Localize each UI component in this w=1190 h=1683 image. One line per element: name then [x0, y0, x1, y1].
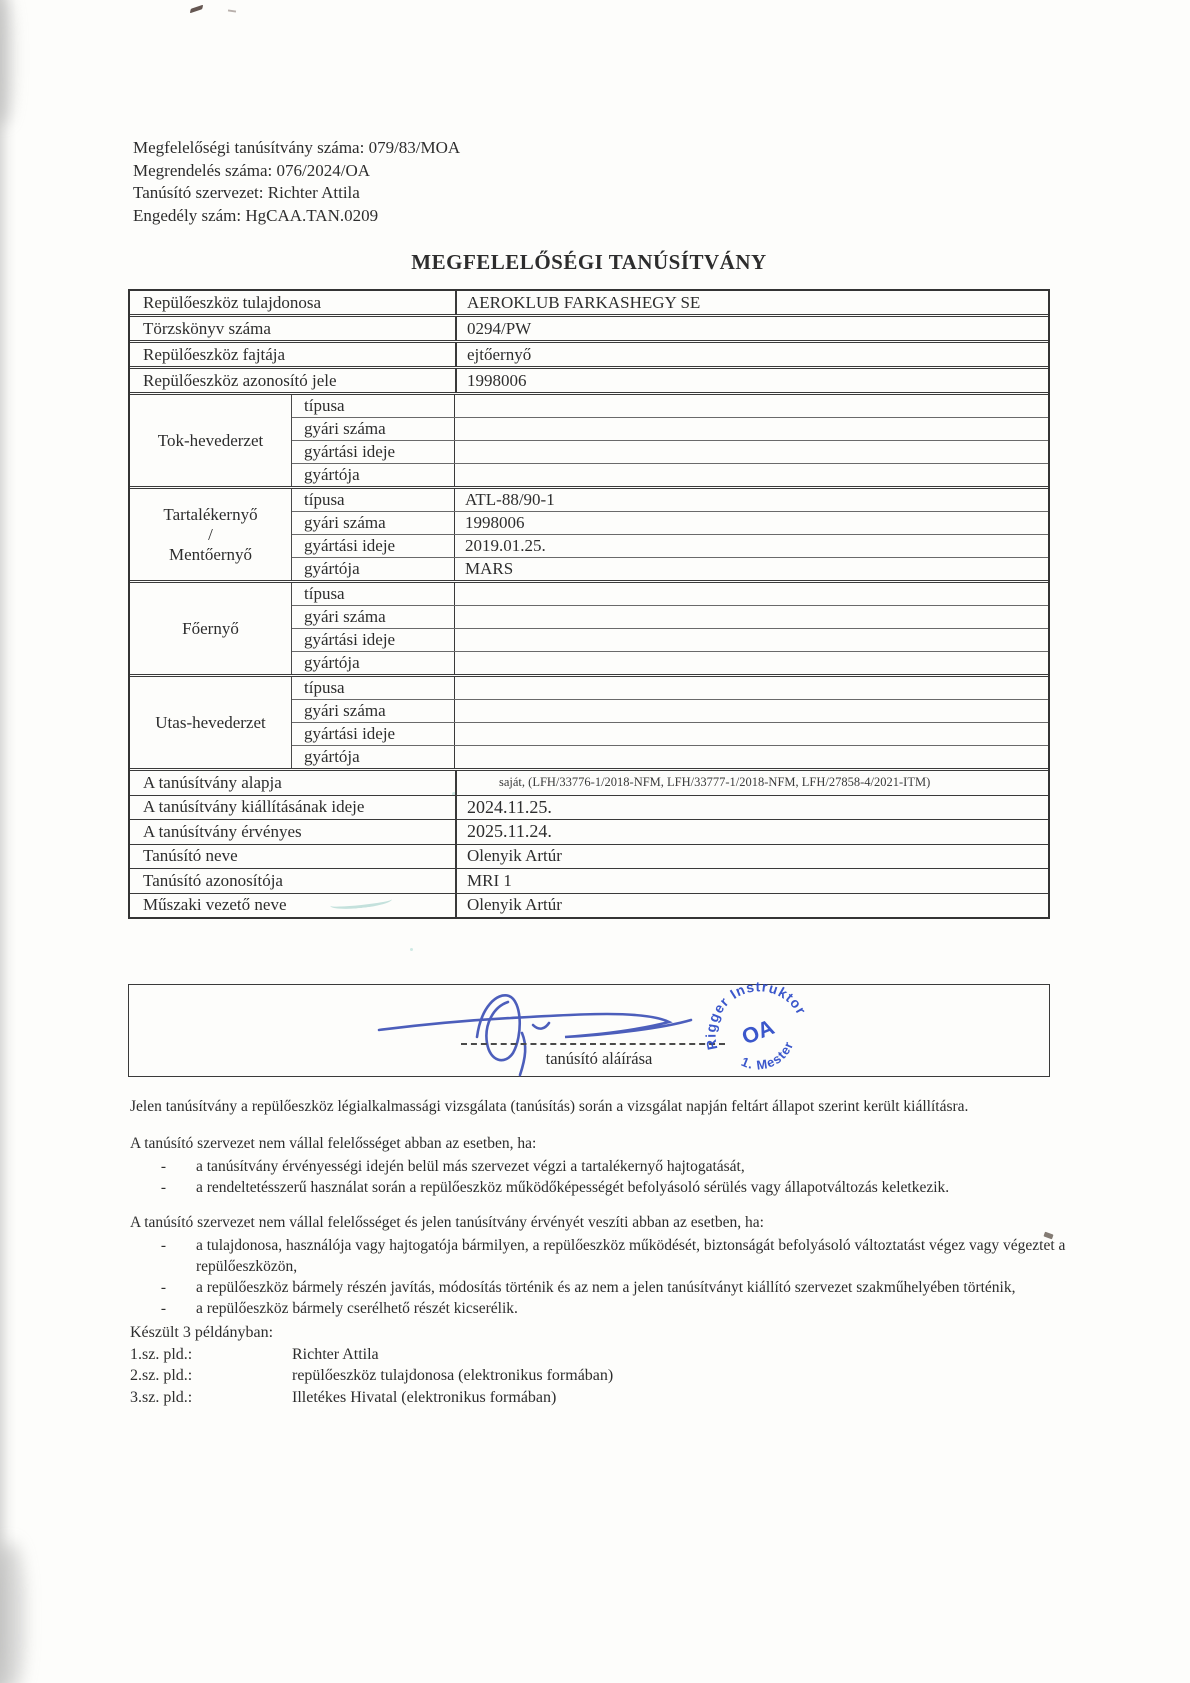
copy-value: Richter Attila: [292, 1345, 379, 1363]
table-row: [292, 699, 1048, 722]
bullet-item: [130, 1277, 1078, 1298]
table-row: [292, 534, 1048, 557]
row-label: gyári száma: [292, 700, 455, 722]
copy-label: 1.sz. pld.:: [130, 1345, 193, 1363]
row-value: MARS: [465, 559, 514, 578]
copies-block: [130, 1322, 613, 1408]
table-row: [130, 771, 1048, 795]
group-name-line: Főernyő: [182, 618, 239, 638]
row-label: Repülőeszköz tulajdonosa: [130, 291, 457, 314]
disclaimer-bullet-list: [130, 1156, 1078, 1198]
table-bottom-rows: [130, 768, 1048, 917]
bullet-marker: -: [160, 1300, 166, 1317]
disclaimer-section-1: [130, 1133, 1078, 1198]
row-value: ejtőernyő: [467, 344, 532, 364]
table-row: [130, 340, 1048, 366]
bullet-text: a rendeltetésszerű használat során a repülőeszköz működőképességét befolyásoló sérülés vagy állapotváltozás keletkezik.: [196, 1179, 950, 1196]
certificate-table: [128, 289, 1050, 919]
row-label: gyári száma: [292, 418, 455, 440]
group-name: [130, 395, 292, 486]
row-value: [455, 395, 1048, 417]
bullet-marker: -: [160, 1237, 166, 1254]
table-row: [292, 677, 1048, 699]
row-label: típusa: [292, 583, 455, 605]
group-name-line: Tok-hevederzet: [157, 430, 264, 450]
bullet-marker: -: [160, 1279, 166, 1296]
round-stamp: [684, 958, 832, 1106]
disclaimer-heading: A tanúsító szervezet nem vállal felelősséget abban az esetben, ha:: [130, 1135, 537, 1152]
row-label: gyártója: [292, 464, 455, 486]
certificate-number-line: Megfelelőségi tanúsítvány száma: 079/83/MOA: [133, 138, 461, 157]
copy-item: [130, 1344, 613, 1366]
disclaimer-bullet-list: [130, 1235, 1078, 1319]
table-row: [292, 489, 1048, 511]
row-label: gyártási ideje: [292, 629, 455, 651]
row-value: ATL-88/90-1: [465, 490, 555, 509]
row-value: [455, 652, 1048, 674]
table-row: [292, 651, 1048, 674]
row-value: AEROKLUB FARKASHEGY SE: [467, 292, 701, 312]
disclaimer-heading: A tanúsító szervezet nem vállal felelősséget és jelen tanúsítvány érvényét veszíti abban az esetben, ha:: [130, 1214, 764, 1231]
signature-caption: tanúsító aláírása: [545, 1049, 653, 1068]
table-row: [292, 722, 1048, 745]
row-label: A tanúsítvány érvényes: [130, 820, 457, 844]
row-label: gyártója: [292, 558, 455, 580]
table-row: [292, 628, 1048, 651]
row-value: 2025.11.24.: [467, 821, 552, 842]
row-value: 0294/PW: [467, 318, 532, 338]
row-value: [455, 441, 1048, 463]
group-rows: [292, 395, 1048, 486]
permit-number-line: Engedély szám: HgCAA.TAN.0209: [133, 205, 379, 225]
copy-value: Illetékes Hivatal (elektronikus formában): [292, 1388, 557, 1406]
scan-edge-shadow: [0, 0, 16, 1683]
row-label: gyári száma: [292, 512, 455, 534]
table-row: [292, 395, 1048, 417]
table-row: [130, 366, 1048, 392]
row-value: [455, 723, 1048, 745]
group-rows: [292, 583, 1048, 674]
group-name-line: Utas-hevederzet: [155, 712, 266, 732]
group-name-line: /: [208, 524, 213, 544]
scan-smudge-bottom-left: [0, 1543, 24, 1683]
table-group-tartalekernyo: [130, 486, 1048, 580]
row-value: MRI 1: [467, 870, 512, 890]
row-label: típusa: [292, 489, 455, 511]
bullet-item: [130, 1177, 1078, 1198]
stamp-center-text: OA: [738, 1014, 778, 1050]
row-value: Olenyik Artúr: [467, 895, 562, 915]
group-name: [130, 583, 292, 674]
stamp-top-text: Rigger Instruktor: [702, 978, 810, 1052]
bullet-marker: -: [160, 1158, 166, 1175]
pen-mark-artifact: [190, 5, 203, 14]
row-label: gyártási ideje: [292, 535, 455, 557]
copy-value: repülőeszköz tulajdonosa (elektronikus formában): [292, 1367, 614, 1384]
row-value: 1998006: [467, 370, 527, 390]
stamp-bottom-text: 1. Mester: [739, 1038, 797, 1073]
bullet-item: [130, 1156, 1078, 1177]
row-value: [455, 746, 1048, 768]
table-row: [292, 557, 1048, 580]
bullet-item: [130, 1235, 1078, 1277]
table-row: [130, 893, 1048, 918]
table-group-tok-hevederzet: [130, 392, 1048, 486]
row-label: gyártója: [292, 652, 455, 674]
copy-label: 2.sz. pld.:: [130, 1367, 193, 1384]
bullet-text: a repülőeszköz bármely részén javítás, módosítás történik és az nem a jelen tanúsítványt kiállító szervezet szakműhelyében történik,: [196, 1279, 1016, 1296]
signature-dotted-line: [461, 1043, 725, 1045]
row-label: Repülőeszköz azonosító jele: [130, 369, 457, 392]
group-name: [130, 489, 292, 580]
table-row: [130, 819, 1048, 844]
table-group-foernyo: [130, 580, 1048, 674]
table-row: [130, 795, 1048, 820]
row-label: A tanúsítvány alapja: [130, 771, 457, 795]
row-label: típusa: [292, 395, 455, 417]
row-value: [455, 677, 1048, 699]
pen-mark-artifact: [228, 9, 236, 12]
row-value: [455, 583, 1048, 605]
paragraph-issuance-note: Jelen tanúsítvány a repülőeszköz légialkalmassági vizsgálata (tanúsítás) során a vizsgálat napján feltárt állapot szerint került kiállításra.: [130, 1098, 969, 1115]
row-label: Törzskönyv száma: [130, 317, 457, 340]
table-row: [130, 868, 1048, 893]
row-value: [455, 418, 1048, 440]
scan-smudge-top-left: [0, 0, 14, 124]
row-value: saját, (LFH/33776-1/2018-NFM, LFH/33777-1/2018-NFM, LFH/27858-4/2021-ITM): [499, 775, 931, 790]
row-value: [455, 464, 1048, 486]
table-row: [130, 314, 1048, 340]
order-number-line: Megrendelés száma: 076/2024/OA: [133, 160, 370, 180]
row-label: gyártási ideje: [292, 441, 455, 463]
row-label: A tanúsítvány kiállításának ideje: [130, 796, 457, 820]
table-row: [292, 463, 1048, 486]
row-value: 1998006: [465, 513, 525, 532]
row-value: Olenyik Artúr: [467, 846, 562, 866]
table-row: [130, 291, 1048, 314]
copy-item: [130, 1365, 613, 1387]
row-label: gyártási ideje: [292, 723, 455, 745]
row-value: 2024.11.25.: [467, 796, 552, 817]
bullet-text: a tulajdonosa, használója vagy hajtogatója bármilyen, a repülőeszköz működését, biztonságát befolyásoló változtatást végez vagy végeztet a repülőeszközön,: [196, 1237, 1066, 1275]
table-row: [130, 844, 1048, 869]
signature-box: [128, 978, 1050, 1077]
group-rows: [292, 489, 1048, 580]
copies-heading: Készült 3 példányban:: [130, 1324, 274, 1341]
row-label: Tanúsító azonosítója: [130, 869, 457, 893]
bullet-marker: -: [160, 1179, 166, 1196]
copy-item: [130, 1387, 613, 1409]
table-row: [292, 605, 1048, 628]
table-row: [292, 583, 1048, 605]
row-value: [455, 606, 1048, 628]
table-row: [292, 745, 1048, 768]
copy-label: 3.sz. pld.:: [130, 1388, 193, 1406]
group-name-line: Tartalékernyő: [163, 504, 258, 524]
row-label: típusa: [292, 677, 455, 699]
table-row: [292, 417, 1048, 440]
row-value: 2019.01.25.: [465, 536, 546, 555]
table-group-utas-hevederzet: [130, 674, 1048, 768]
bullet-text: a tanúsítvány érvényességi idején belül más szervezet végzi a tartalékernyő hajtogatását,: [196, 1158, 745, 1175]
group-name: [130, 677, 292, 768]
table-row: [292, 440, 1048, 463]
row-label: gyártója: [292, 746, 455, 768]
disclaimer-section-2: [130, 1212, 1078, 1319]
page-title: MEGFELELŐSÉGI TANÚSÍTVÁNY: [411, 250, 767, 274]
group-rows: [292, 677, 1048, 768]
certifier-org-line: Tanúsító szervezet: Richter Attila: [133, 183, 360, 202]
table-row: [292, 511, 1048, 534]
group-name-line: Mentőernyő: [168, 544, 253, 564]
row-label: Repülőeszköz fajtája: [130, 343, 457, 366]
bullet-text: a repülőeszköz bármely cserélhető részét kicserélik.: [196, 1300, 518, 1317]
scan-speck: [410, 948, 413, 951]
row-label: gyári száma: [292, 606, 455, 628]
row-label: Tanúsító neve: [130, 845, 457, 869]
row-value: [455, 700, 1048, 722]
row-value: [455, 629, 1048, 651]
header-reference-block: [133, 137, 460, 227]
bullet-item: [130, 1298, 1078, 1319]
row-label: Műszaki vezető neve: [130, 894, 457, 918]
